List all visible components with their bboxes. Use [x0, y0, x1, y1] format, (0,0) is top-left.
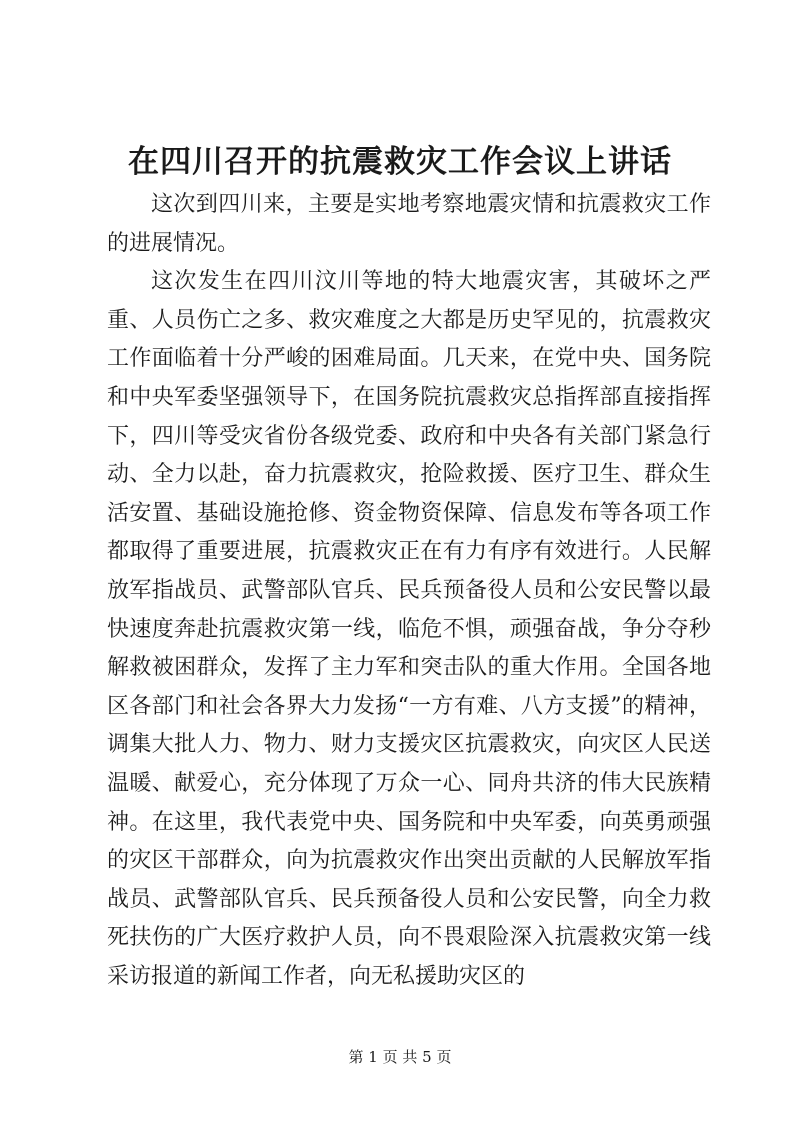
- page-number-footer: 第 1 页 共 5 页: [348, 1048, 452, 1066]
- document-body: [107, 186, 711, 996]
- document-title: 在四川召开的抗震救灾工作会议上讲话: [128, 144, 672, 180]
- paragraph-2: 这次发生在四川汶川等地的特大地震灾害，其破坏之严重、人员伤亡之多、救灾难度之大都是历史罕见的，抗震救灾工作面临着十分严峻的困难局面。几天来，在党中央、国务院和中央军委坚强领导下，在国务院抗震救灾总指挥部直接指挥下，四川等受灾省份各级党委、政府和中央各有关部门紧急行动、全力以赴，奋力抗震救灾，抢险救援、医疗卫生、群众生活安置、基础设施抢修、资金物资保障、信息发布等各项工作都取得了重要进展，抗震救灾正在有力有序有效进行。人民解放军指战员、武警部队官兵、民兵预备役人员和公安民警以最快速度奔赴抗震救灾第一线，临危不惧，顽强奋战，争分夺秒解救被困群众，发挥了主力军和突击队的重大作用。全国各地区各部门和社会各界大力发扬“一方有难、八方支援”的精神，调集大批人力、物力、财力支援灾区抗震救灾，向灾区人民送温暖、献爱心，充分体现了万众一心、同舟共济的伟大民族精神。在这里，我代表党中央、国务院和中央军委，向英勇顽强的灾区干部群众，向为抗震救灾作出突出贡献的人民解放军指战员、武警部队官兵、民兵预备役人员和公安民警，向全力救死扶伤的广大医疗救护人员，向不畏艰险深入抗震救灾第一线采访报道的新闻工作者，向无私援助灾区的: [107, 269, 711, 989]
- paragraph-1: 这次到四川来，主要是实地考察地震灾情和抗震救灾工作的进展情况。: [107, 192, 711, 256]
